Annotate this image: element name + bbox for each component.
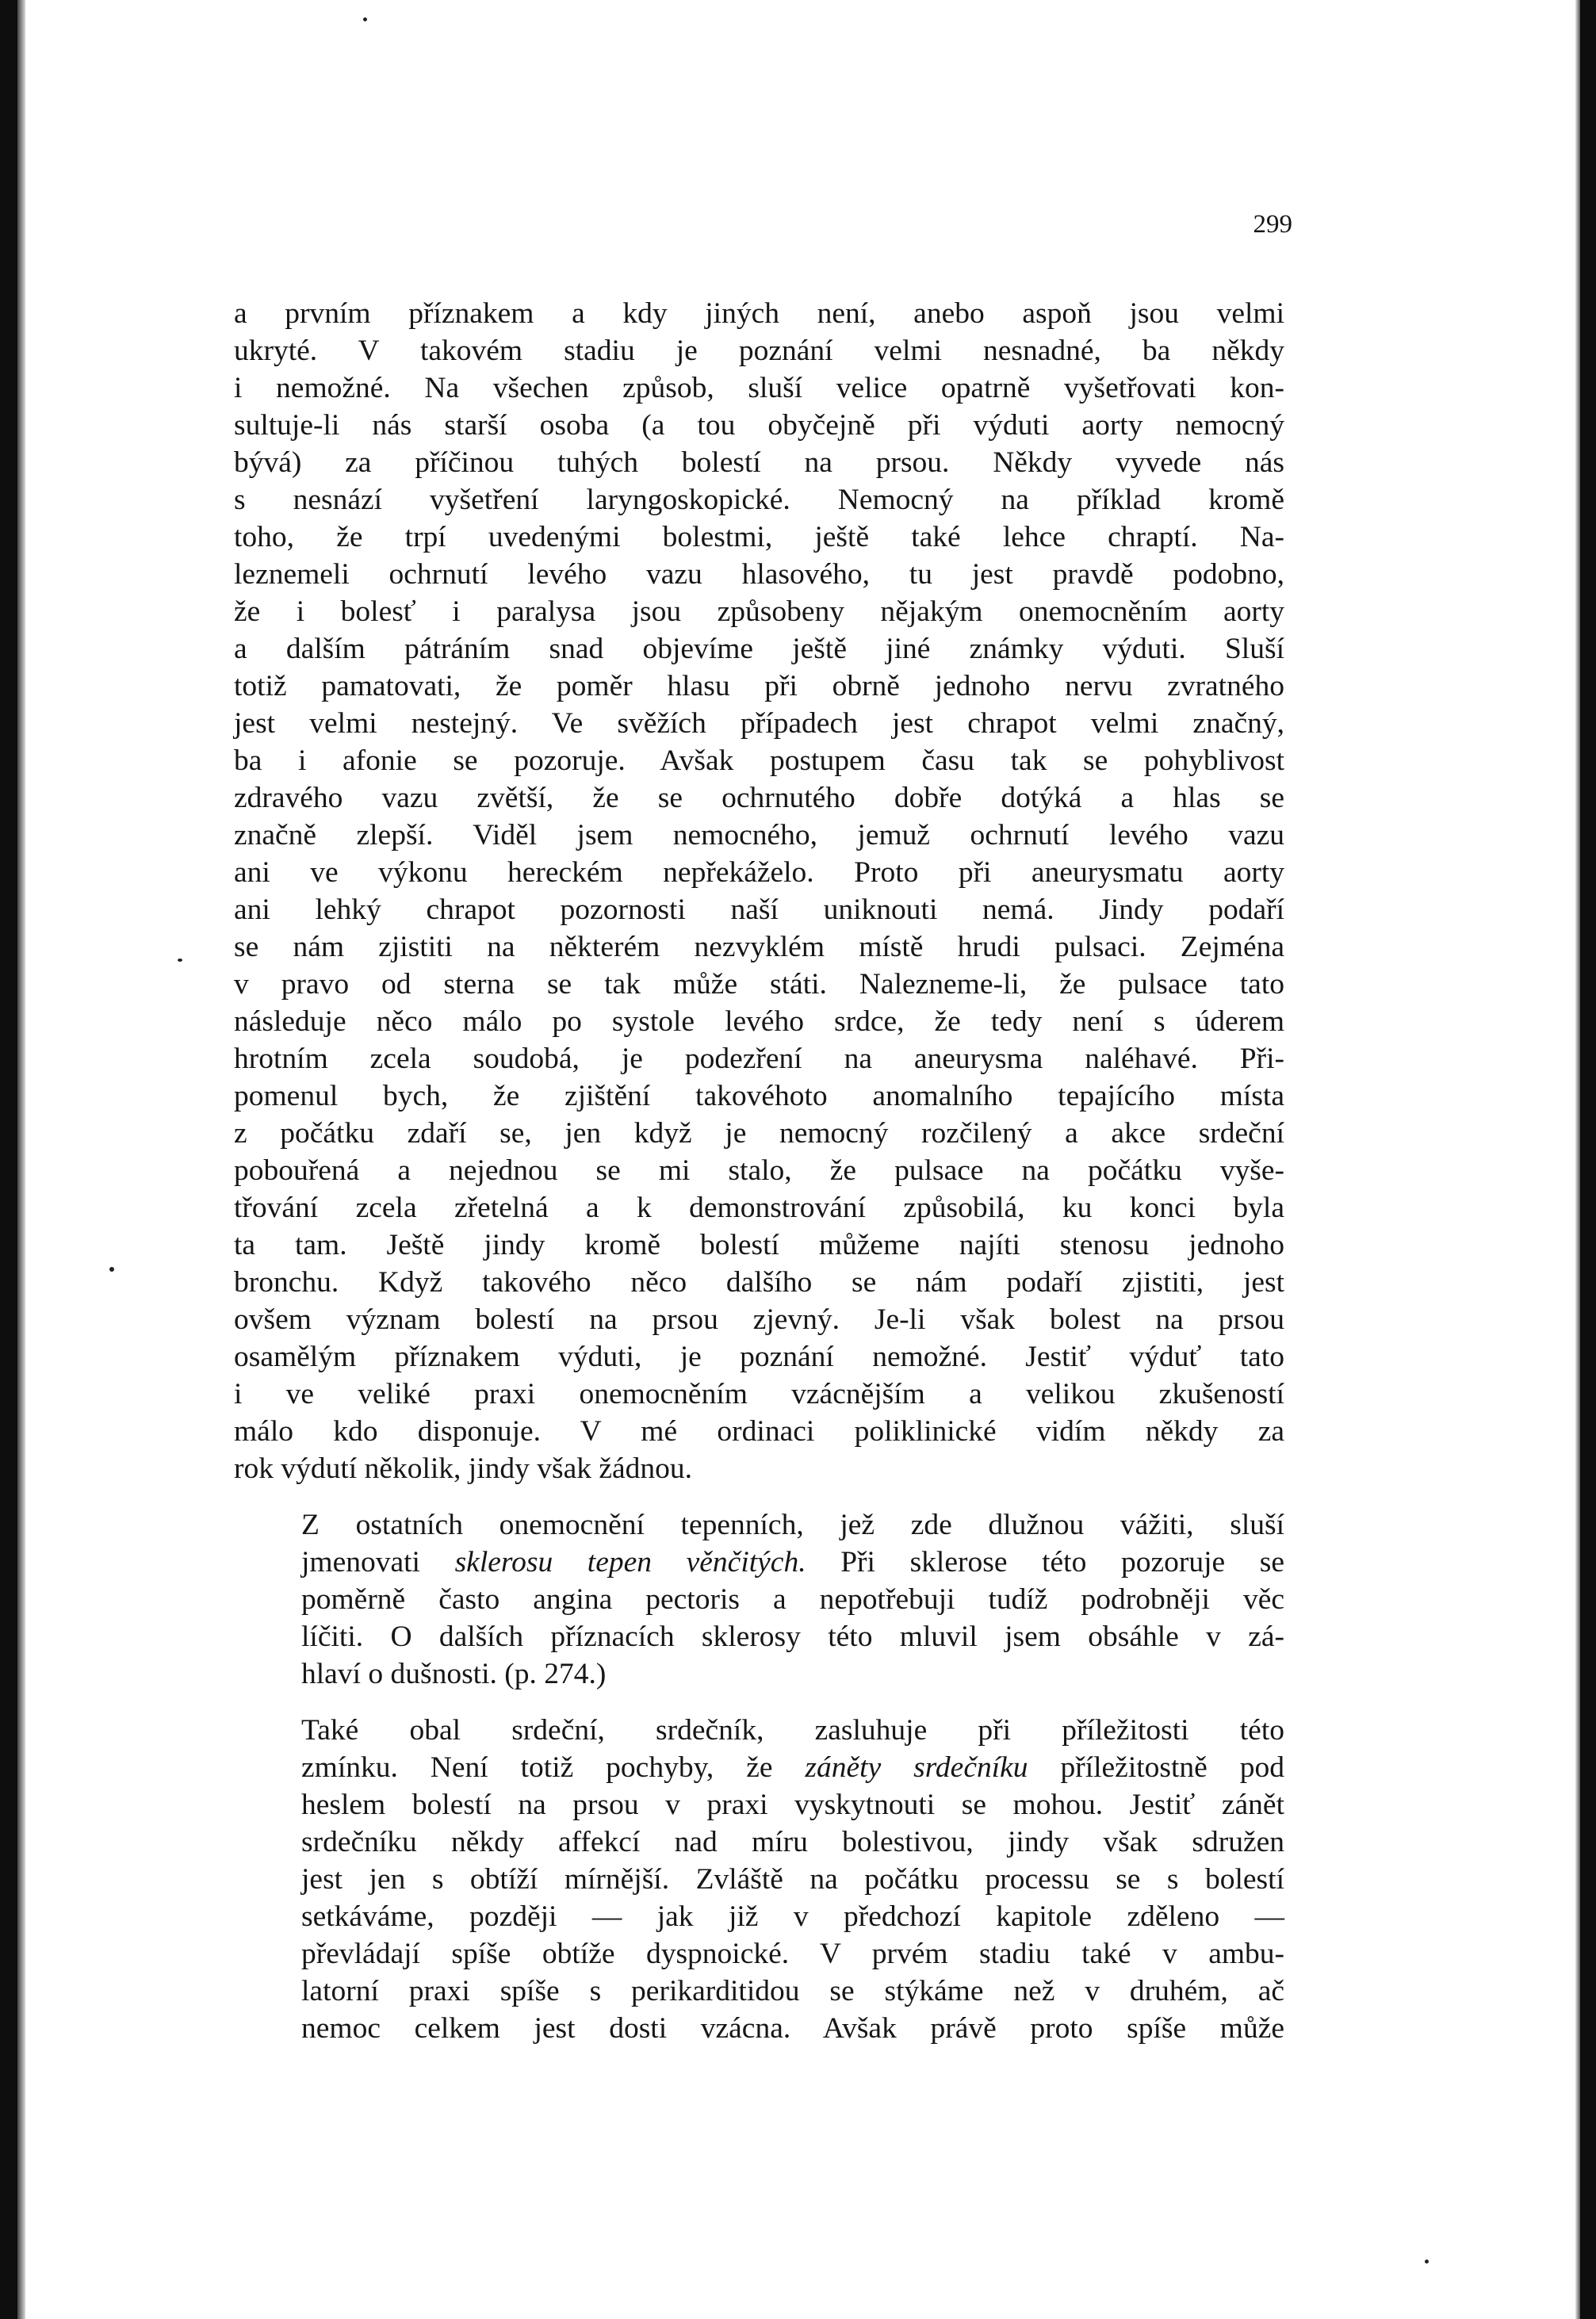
page-number: 299	[1253, 210, 1292, 239]
text-run: poměrně často angina pectoris a nepotřebuji tudíž podrobněji věc	[301, 1583, 1284, 1616]
text-line	[234, 1823, 1284, 1861]
text-line	[234, 1712, 1284, 1749]
text-run: Z ostatních onemocnění tepenních, jež zde dlužnou vážiti, sluší	[301, 1509, 1284, 1541]
text-line: zdravého vazu zvětší, že se ochrnutého dobře dotýká a hlas se	[234, 782, 1284, 814]
text-line: rok výdutí několik, jindy však žádnou.	[234, 1452, 693, 1485]
paragraph	[234, 295, 1284, 1487]
text-line: ani lehký chrapot pozornosti naší uniknouti nemá. Jindy podaří	[234, 894, 1284, 926]
text-line: i nemožné. Na všechen způsob, sluší velice opatrně vyšetřovati kon-	[234, 372, 1284, 404]
text-line: následuje něco málo po systole levého srdce, že tedy není s úderem	[234, 1005, 1284, 1038]
scan-speck	[178, 959, 182, 962]
text-line	[234, 1581, 1284, 1618]
italic-term: záněty srdečníku	[805, 1751, 1028, 1784]
text-line	[234, 1861, 1284, 1898]
text-run: latorní praxi spíše s perikarditidou se stýkáme než v druhém, ač	[301, 1975, 1284, 2007]
scan-border-left	[0, 0, 17, 2319]
text-run: nemoc celkem jest dosti vzácna. Avšak právě proto spíše může	[301, 2012, 1284, 2045]
text-line: značně zlepší. Viděl jsem nemocného, jemuž ochrnutí levého vazu	[234, 819, 1284, 851]
body-text	[234, 295, 1284, 2047]
text-line: třování zcela zřetelná a k demonstrování způsobilá, ku konci byla	[234, 1192, 1284, 1224]
text-line: bronchu. Když takového něco dalšího se nám podaří zjistiti, jest	[234, 1266, 1284, 1299]
text-line: ta tam. Ještě jindy kromě bolestí můžeme najíti stenosu jednoho	[234, 1229, 1284, 1261]
text-run: heslem bolestí na prsou v praxi vyskytnouti se mohou. Jestiť zánět	[301, 1789, 1284, 1821]
text-line	[234, 1749, 1284, 1786]
text-run: Také obal srdeční, srdečník, zasluhuje při příležitosti této	[301, 1714, 1284, 1747]
text-line: a prvním příznakem a kdy jiných není, anebo aspoň jsou velmi	[234, 297, 1284, 330]
text-line: i ve veliké praxi onemocněním vzácnějším a velikou zkušeností	[234, 1378, 1284, 1410]
text-line: totiž pamatovati, že poměr hlasu při obrně jednoho nervu zvratného	[234, 670, 1284, 702]
text-line: pobouřená a nejednou se mi stalo, že pulsace na počátku vyše-	[234, 1154, 1284, 1187]
text-line: s nesnází vyšetření laryngoskopické. Nemocný na příklad kromě	[234, 484, 1284, 516]
text-line	[234, 1655, 1284, 1693]
text-line: pomenul bych, že zjištění takovéhoto anomalního tepajícího místa	[234, 1080, 1284, 1112]
text-line: bývá) za příčinou tuhých bolestí na prsou. Někdy vyvede nás	[234, 446, 1284, 479]
text-line: hrotním zcela soudobá, je podezření na aneurysma naléhavé. Při-	[234, 1043, 1284, 1075]
text-run: líčiti. O dalších příznacích sklerosy této mluvil jsem obsáhle v zá-	[301, 1621, 1284, 1653]
text-line	[234, 1544, 1284, 1581]
text-run: setkáváme, později — jak již v předchozí kapitole zděleno —	[301, 1900, 1284, 1933]
text-run: Při sklerose této pozoruje se	[806, 1546, 1284, 1579]
text-line: ba i afonie se pozoruje. Avšak postupem času tak se pohyblivost	[234, 744, 1284, 777]
page-edge-shadow	[1575, 0, 1580, 2319]
text-line	[234, 1506, 1284, 1544]
text-line	[234, 1898, 1284, 1935]
paragraph	[234, 1506, 1284, 1693]
text-line: jest velmi nestejný. Ve svěžích případech jest chrapot velmi značný,	[234, 707, 1284, 740]
italic-term: sklerosu tepen věnčitých.	[454, 1546, 806, 1579]
scan-speck	[363, 17, 367, 21]
text-line	[234, 2010, 1284, 2047]
text-line: ovšem význam bolestí na prsou zjevný. Je-li však bolest na prsou	[234, 1303, 1284, 1336]
text-line: se nám zjistiti na některém nezvyklém místě hrudi pulsaci. Zejména	[234, 931, 1284, 963]
text-run: zmínku. Není totiž pochyby, že	[301, 1751, 806, 1784]
text-line: ani ve výkonu hereckém nepřekáželo. Proto při aneurysmatu aorty	[234, 856, 1284, 889]
text-line: ukryté. V takovém stadiu je poznání velmi nesnadné, ba někdy	[234, 335, 1284, 367]
text-line	[234, 1618, 1284, 1655]
text-line: leznemeli ochrnutí levého vazu hlasového, tu jest pravdě podobno,	[234, 558, 1284, 591]
text-line	[234, 1935, 1284, 1973]
text-run: převládají spíše obtíže dyspnoické. V prvém stadiu také v ambu-	[301, 1938, 1284, 1970]
text-line: osamělým příznakem výduti, je poznání nemožné. Jestiť výduť tato	[234, 1341, 1284, 1373]
scan-speck	[109, 1267, 114, 1272]
text-line: v pravo od sterna se tak může státi. Nalezneme-li, že pulsace tato	[234, 968, 1284, 1001]
text-run: jest jen s obtíží mírnější. Zvláště na počátku processu se s bolestí	[301, 1863, 1284, 1896]
text-run: příležitostně pod	[1028, 1751, 1284, 1784]
page-gutter-shadow	[17, 0, 25, 2319]
scan-border-right	[1580, 0, 1596, 2319]
scan-speck	[1425, 2260, 1429, 2264]
paragraph	[234, 1712, 1284, 2047]
text-line	[234, 1973, 1284, 2010]
text-line: toho, že trpí uvedenými bolestmi, ještě také lehce chraptí. Na-	[234, 521, 1284, 553]
text-line	[234, 1786, 1284, 1823]
text-line: sultuje-li nás starší osoba (a tou obyčejně při výduti aorty nemocný	[234, 409, 1284, 442]
text-line: a dalším pátráním snad objevíme ještě jiné známky výduti. Sluší	[234, 633, 1284, 665]
text-line: z počátku zdaří se, jen když je nemocný rozčilený a akce srdeční	[234, 1117, 1284, 1150]
text-run: hlaví o dušnosti. (p. 274.)	[301, 1658, 607, 1690]
text-run: srdečníku někdy affekcí nad míru bolestivou, jindy však sdružen	[301, 1826, 1284, 1858]
text-run: jmenovati	[301, 1546, 455, 1579]
text-line: že i bolesť i paralysa jsou způsobeny nějakým onemocněním aorty	[234, 595, 1284, 628]
text-line: málo kdo disponuje. V mé ordinaci poliklinické vidím někdy za	[234, 1415, 1284, 1448]
